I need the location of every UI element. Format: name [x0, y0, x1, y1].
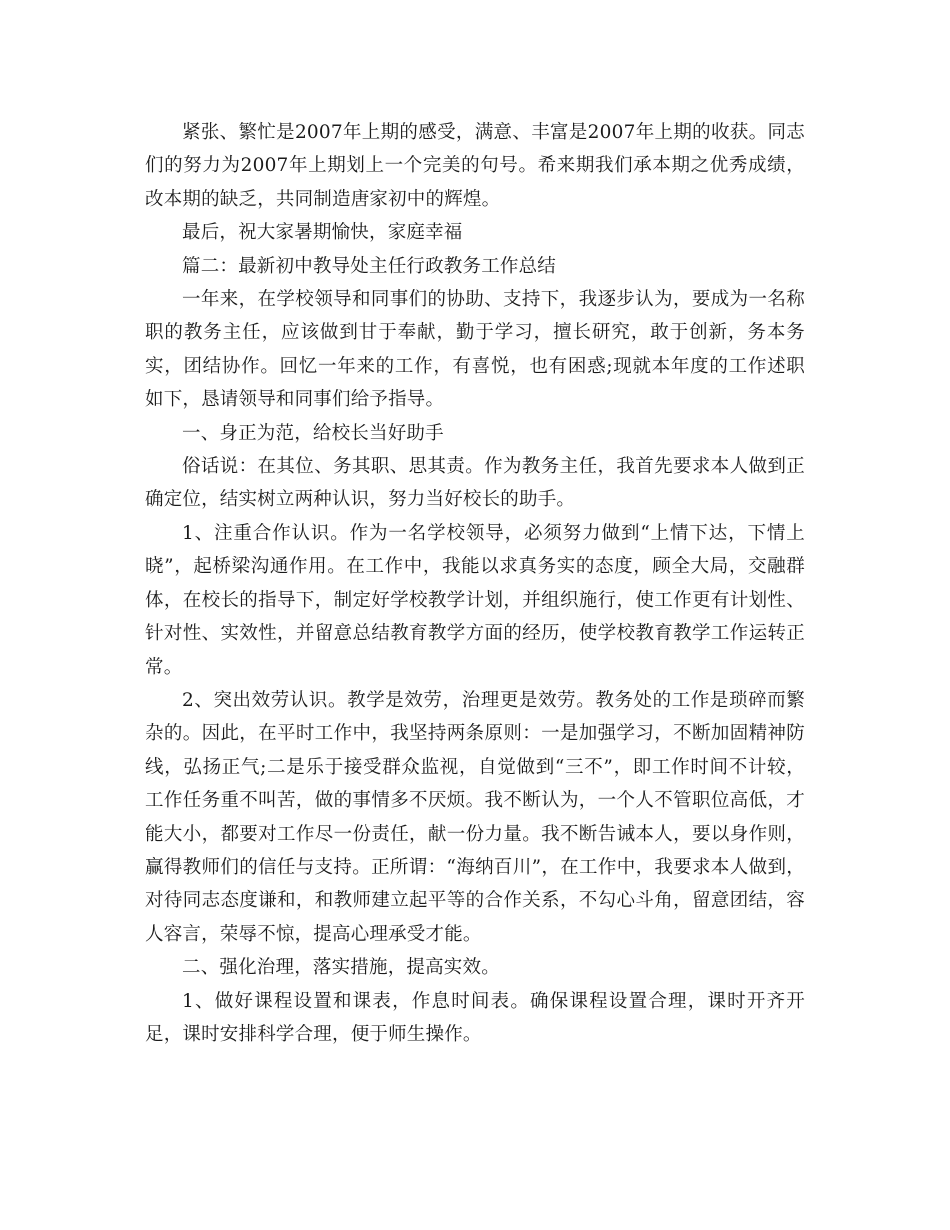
paragraph-closing-wishes: 最后，祝大家暑期愉快，家庭幸福 — [182, 222, 463, 244]
heading-section-two: 二、强化治理，落实措施，提高实效。 — [182, 957, 500, 979]
paragraph-cooperation: 1、注重合作认识。作为一名学校领导，必须努力做到“上情下达，下情上晓”，起桥梁沟通作用。在工作中，我能以求真务实的态度，顾全大局，交融群体，在校长的指导下，制定好学校教学计划，并组织施行，使工作更有计划性、针对性、实效性，并留意总结教育教学方面的经历，使学校教育教学工作运转正常。 — [145, 522, 805, 678]
paragraph-service: 2、突出效劳认识。教学是效劳，治理更是效劳。教务处的工作是琐碎而繁杂的。因此，在平时工作中，我坚持两条原则：一是加强学习，不断加固精神防线，弘扬正气;二是乐于接受群众监视，自觉做到“三不”，即工作时间不计较，工作任务重不叫苦，做的事情多不厌烦。我不断认为，一个人不管职位高低，才能大小，都要对工作尽一份责任，献一份力量。我不断告诫本人，要以身作则，赢得教师们的信任与支持。正所谓：“海纳百川”，在工作中，我要求本人做到，对待同志态度谦和，和教师建立起平等的合作关系，不勾心斗角，留意团结，容人容言，荣辱不惊，提高心理承受才能。 — [145, 689, 805, 945]
document-body — [145, 116, 805, 1051]
paragraph-intro: 一年来，在学校领导和同事们的协助、支持下，我逐步认为，要成为一名称职的教务主任，应该做到甘于奉献，勤于学习，擅长研究，敢于创新，务本务实，团结协作。回忆一年来的工作，有喜悦，也有困惑;现就本年度的工作述职如下，恳请领导和同事们给予指导。 — [145, 289, 805, 411]
paragraph-curriculum: 1、做好课程设置和课表，作息时间表。确保课程设置合理，课时开齐开足，课时安排科学合理，便于师生操作。 — [145, 990, 805, 1045]
paragraph-positioning: 俗话说：在其位、务其职、思其责。作为教务主任，我首先要求本人做到正确定位，结实树立两种认识，努力当好校长的助手。 — [145, 456, 805, 511]
section-title-part-two: 篇二：最新初中教导处主任行政教务工作总结 — [182, 255, 557, 277]
heading-section-one: 一、身正为范，给校长当好助手 — [182, 422, 444, 444]
paragraph-closing-summary: 紧张、繁忙是2007年上期的感受，满意、丰富是2007年上期的收获。同志们的努力为2007年上期划上一个完美的句号。希来期我们承本期之优秀成绩，改本期的缺乏，共同制造唐家初中的辉煌。 — [145, 122, 805, 210]
